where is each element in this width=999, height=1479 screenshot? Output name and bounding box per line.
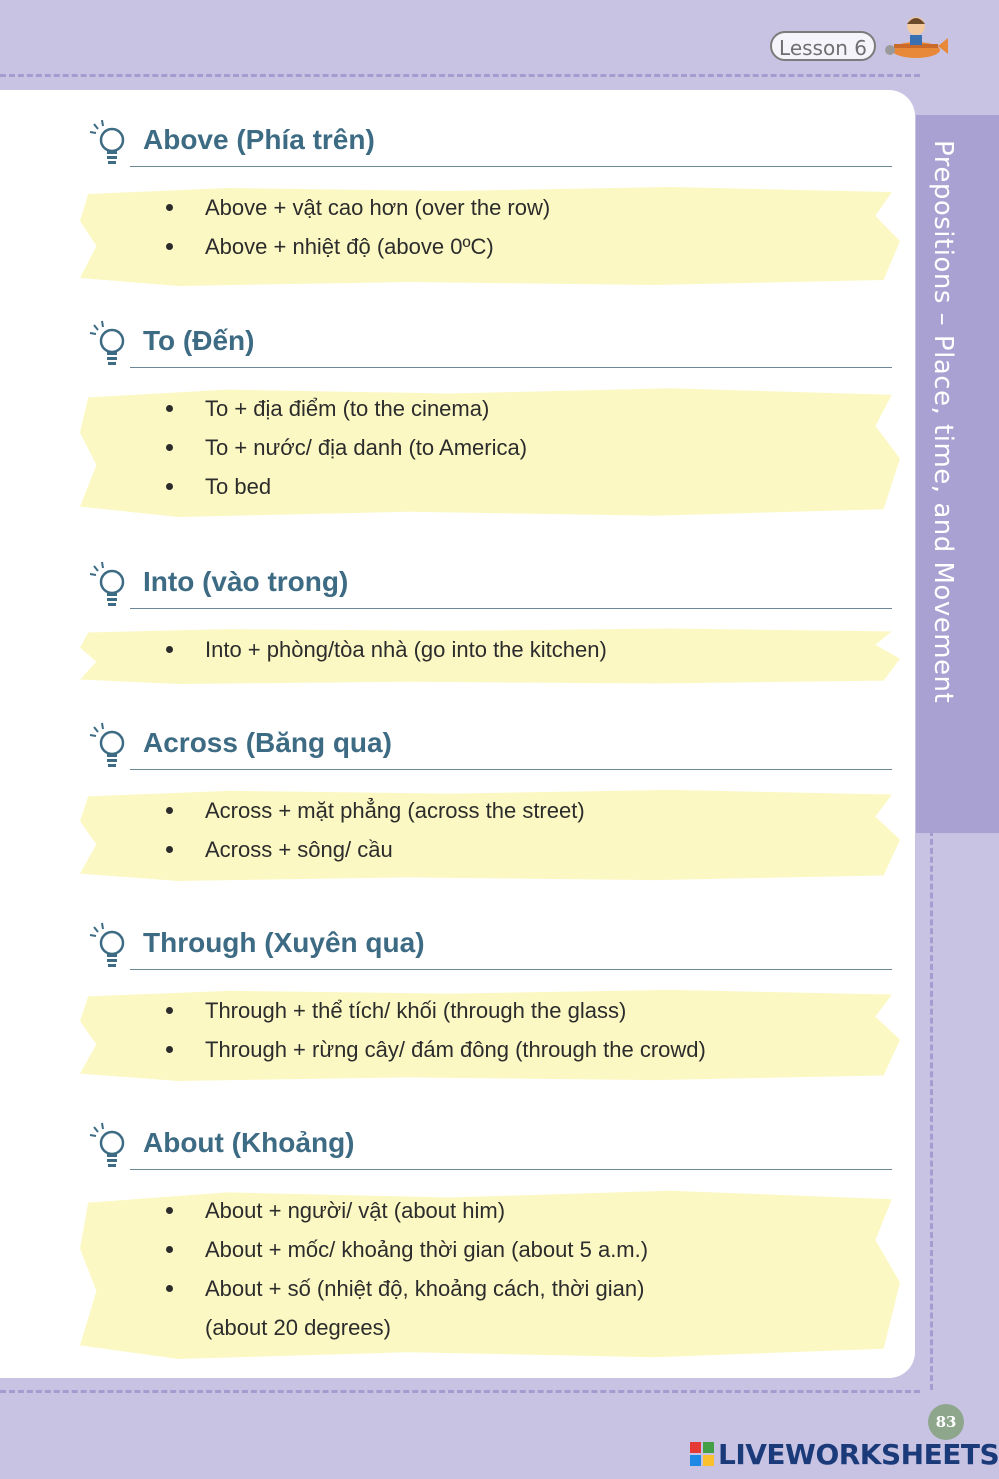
bullet (166, 1007, 173, 1014)
title-underline (130, 769, 892, 770)
bullet (166, 1046, 173, 1053)
lightbulb-icon (88, 319, 128, 369)
list-item: To bed (0, 467, 527, 506)
title-underline (130, 608, 892, 609)
list-item: To + địa điểm (to the cinema) (0, 389, 527, 428)
list-item: Across + sông/ cầu (0, 830, 585, 869)
list-item: To + nước/ địa danh (to America) (0, 428, 527, 467)
lightbulb-icon (88, 721, 128, 771)
list-item: About + số (nhiệt độ, khoảng cách, thời gian) (0, 1269, 648, 1308)
liveworksheets-watermark (690, 1436, 999, 1472)
top-dashed-border (0, 74, 920, 77)
kid-airplane-icon (880, 8, 950, 70)
bullet (166, 444, 173, 451)
bullet (166, 483, 173, 490)
watermark-text: LIVEWORKSHEETS (718, 1437, 999, 1471)
bottom-dashed-border (0, 1390, 920, 1393)
item-list (0, 630, 607, 669)
list-item: Through + rừng cây/ đám đông (through the crowd) (0, 1030, 706, 1069)
lightbulb-icon (88, 560, 128, 610)
bullet (166, 807, 173, 814)
bullet (166, 846, 173, 853)
list-item: Above + nhiệt độ (above 0ºC) (0, 227, 550, 266)
bullet (166, 405, 173, 412)
lightbulb-icon (88, 1121, 128, 1171)
title-underline (130, 367, 892, 368)
side-title: Prepositions – Place, time, and Movement (928, 140, 958, 704)
title-underline (130, 166, 892, 167)
section-title: To (Đến) (143, 325, 255, 356)
content-card (0, 90, 915, 1378)
bullet (166, 204, 173, 211)
lightbulb-icon (88, 118, 128, 168)
right-dashed-border (930, 830, 933, 1390)
section-title: Above (Phía trên) (143, 124, 375, 155)
page-number: 83 (928, 1404, 964, 1440)
bullet (166, 1285, 173, 1292)
title-underline (130, 969, 892, 970)
list-item: Across + mặt phẳng (across the street) (0, 791, 585, 830)
liveworksheets-logo-icon (690, 1442, 714, 1466)
section-title: Across (Băng qua) (143, 727, 392, 758)
bullet (166, 1207, 173, 1214)
list-item: Into + phòng/tòa nhà (go into the kitchen) (0, 630, 607, 669)
title-underline (130, 1169, 892, 1170)
item-list (0, 791, 585, 869)
list-item-continuation: (about 20 degrees) (205, 1315, 391, 1340)
item-list (0, 188, 550, 266)
item-list (0, 389, 527, 506)
bullet (166, 646, 173, 653)
list-item: Above + vật cao hơn (over the row) (0, 188, 550, 227)
bullet (166, 1246, 173, 1253)
section-title: About (Khoảng) (143, 1127, 355, 1158)
item-list (0, 991, 706, 1069)
section-title: Into (vào trong) (143, 566, 349, 597)
list-item: About + người/ vật (about him) (0, 1191, 648, 1230)
list-item: Through + thể tích/ khối (through the glass) (0, 991, 706, 1030)
lightbulb-icon (88, 921, 128, 971)
section-title: Through (Xuyên qua) (143, 927, 425, 958)
lesson-badge: Lesson 6 (770, 31, 876, 61)
bullet (166, 243, 173, 250)
list-item: About + mốc/ khoảng thời gian (about 5 a.m.) (0, 1230, 648, 1269)
item-list (0, 1191, 648, 1347)
